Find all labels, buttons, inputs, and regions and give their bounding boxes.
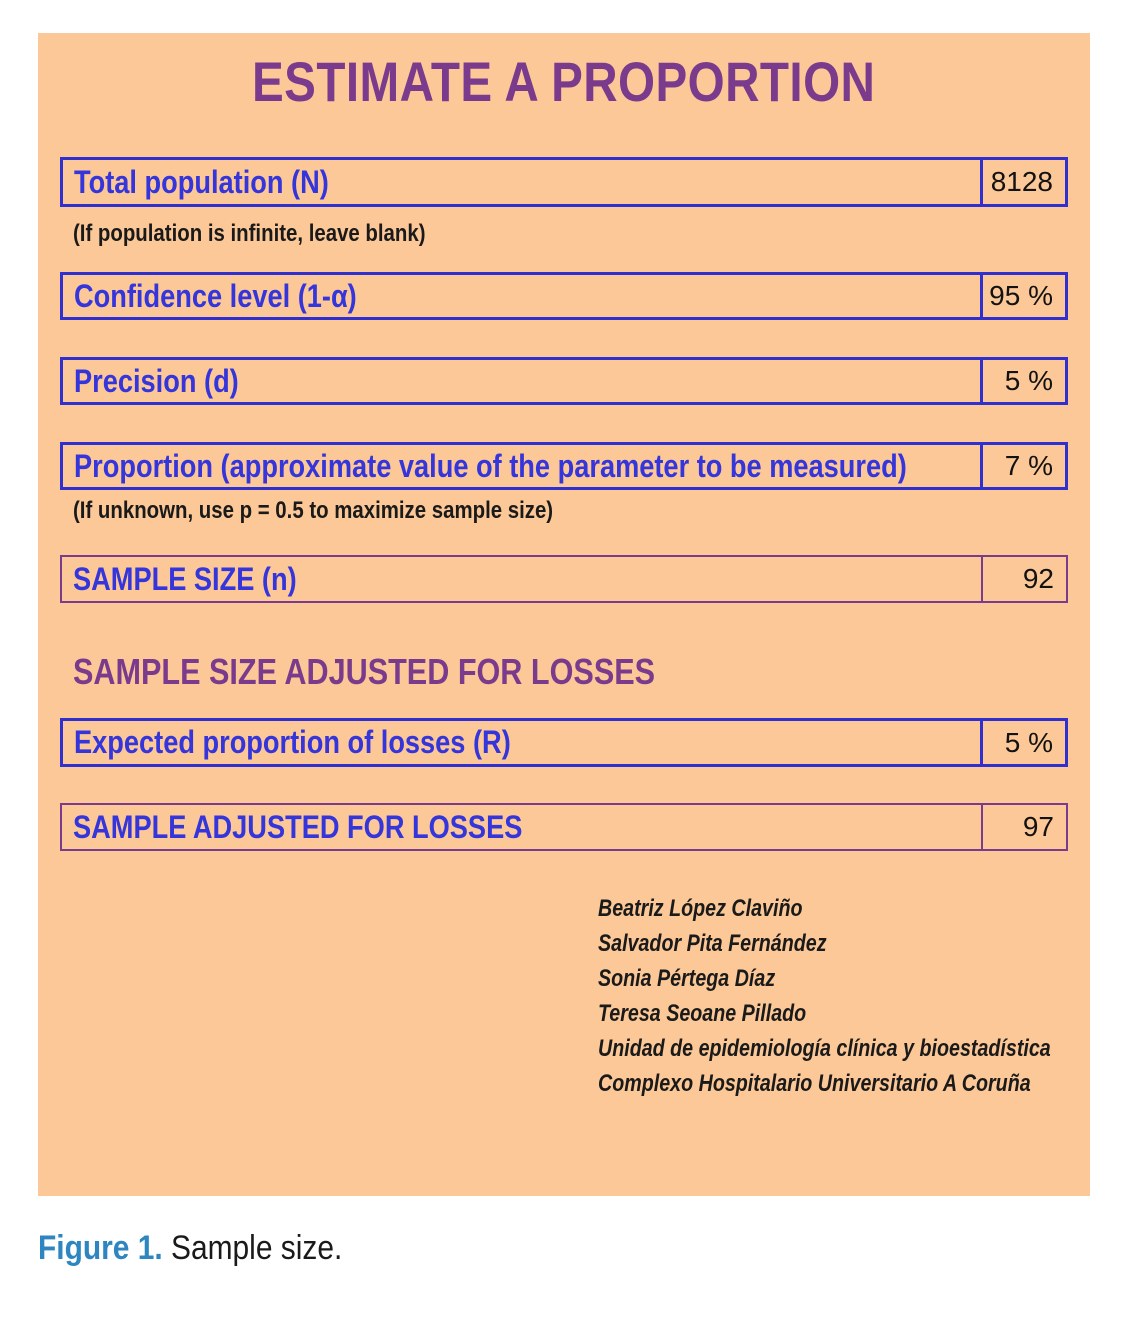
sample-adjusted-output: 97	[981, 805, 1066, 849]
credits-block	[598, 891, 1138, 1101]
row-precision	[60, 357, 1068, 405]
sample-size-label: SAMPLE SIZE (n)	[73, 560, 297, 597]
row-expected-losses	[60, 718, 1068, 767]
figure-caption-text: Sample size.	[171, 1229, 343, 1267]
proportion-note: (If unknown, use p = 0.5 to maximize sample size)	[73, 497, 554, 524]
figure-caption-label: Figure 1.	[38, 1229, 163, 1267]
sample-size-output: 92	[981, 557, 1066, 601]
credit-line: Sonia Pértega Díaz	[598, 965, 776, 992]
confidence-level-input[interactable]: 95 %	[980, 275, 1065, 317]
row-confidence-level	[60, 272, 1068, 320]
credit-line: Beatriz López Claviño	[598, 895, 803, 922]
credit-line: Complexo Hospitalario Universitario A Coruña	[598, 1070, 1031, 1097]
expected-losses-input[interactable]: 5 %	[980, 721, 1065, 764]
losses-section-heading: SAMPLE SIZE ADJUSTED FOR LOSSES	[73, 651, 656, 692]
confidence-level-label: Confidence level (1-α)	[74, 277, 357, 314]
total-population-input[interactable]: 8128	[980, 160, 1065, 204]
proportion-label: Proportion (approximate value of the parameter to be measured)	[74, 447, 907, 484]
total-population-label: Total population (N)	[74, 163, 329, 200]
total-population-note: (If population is infinite, leave blank)	[73, 220, 426, 247]
credit-line: Unidad de epidemiología clínica y bioestadística	[598, 1035, 1051, 1062]
expected-losses-label: Expected proportion of losses (R)	[74, 724, 511, 760]
proportion-input[interactable]: 7 %	[980, 445, 1065, 487]
panel-title	[38, 49, 1090, 115]
calculator-panel	[38, 33, 1090, 1196]
credit-line: Teresa Seoane Pillado	[598, 1000, 807, 1027]
row-proportion	[60, 442, 1068, 490]
row-sample-size	[60, 555, 1068, 603]
row-total-population	[60, 157, 1068, 207]
precision-input[interactable]: 5 %	[980, 360, 1065, 402]
figure-caption	[38, 1226, 384, 1270]
precision-label: Precision (d)	[74, 362, 239, 399]
panel-title-text: ESTIMATE A PROPORTION	[252, 50, 876, 113]
sample-adjusted-label: SAMPLE ADJUSTED FOR LOSSES	[73, 808, 523, 845]
credit-line: Salvador Pita Fernández	[598, 930, 827, 957]
row-sample-adjusted	[60, 803, 1068, 851]
